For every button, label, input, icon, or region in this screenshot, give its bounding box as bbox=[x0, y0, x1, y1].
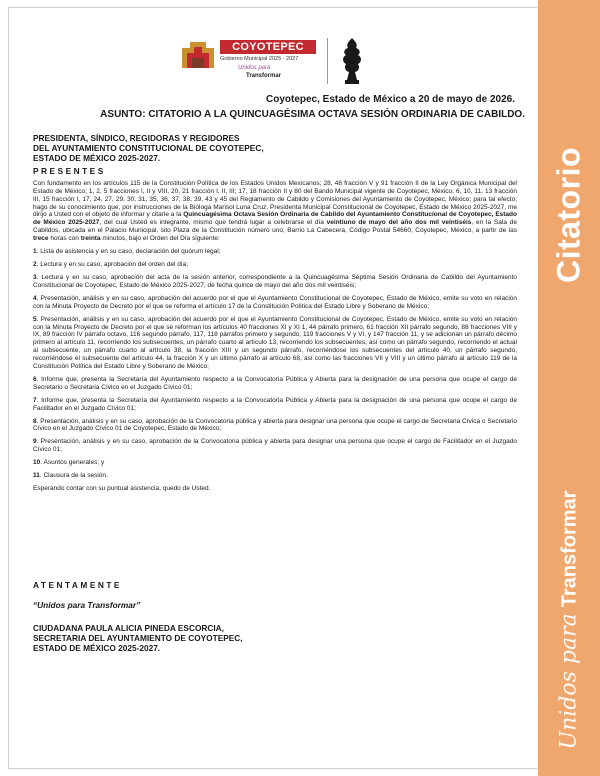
atentamente-heading: ATENTAMENTE bbox=[33, 580, 122, 590]
sidebar-title: Citatorio bbox=[550, 146, 587, 284]
coyote-glyph-icon bbox=[338, 36, 366, 86]
slogan-quote: “Unidos para Transformar” bbox=[33, 600, 141, 610]
agenda-item: 10. Asuntos generales; y bbox=[33, 459, 105, 467]
brand-name: COYOTEPEC bbox=[220, 40, 316, 54]
logo-slogan-script: Unidos para bbox=[238, 65, 271, 71]
agenda-item: 11. Clausura de la sesión. bbox=[33, 472, 108, 480]
agenda-item: 8. Presentación, análisis y en su caso, aprobación de la Convocatoria pública y abierta para designar una persona que ocupe el cargo de Secretaria Cívica o Secretario Cívico en el Juzgado Cívico 01 de Coyotepec, Estado de México; bbox=[33, 417, 517, 433]
intro-paragraph: Con fundamento en los artículos 115 de la Constitución Política de los Estados Unidos Mexicanos; 28, 48 fracción V y 91 fracción II de la Ley Orgánica Municipal del Estado de México; 1, 2, 5 fracciones I, II y VIII, 20, 21 fracción I, II, III; 17, 18 fracción II y 80 del Bando Municipal vigente de Coyotepec, México; 6, 10, 11, 13 fracción III, 15 fracción I, 17, 24, 27, 29, 30, 31, 35, 36, 37, 38, 39, 43 y 45 del Reglamento de Cabildo y Comisiones del Ayuntamiento de Coyotepec, México; para tal efecto; hago de su conocimiento que, por instrucciones de la Bióloga Marisol Luna Cruz, Presidenta Municipal Constitucional de Coyotepec, Estado de México 2025-2027, me dirijo a Usted con el objeto de informar y citarle a la Quincuagésima Octava Sesión Ordinaria de Cabildo del Ayuntamiento Constitucional de Coyotepec, Estado de México 2025-2027, del cual Usted es integrante, mismo que tendrá lugar a celebrarse el día veintiuno de mayo del año dos mil veintiséis, en la Sala de Cabildos, ubicada en el Palacio Municipal, sito Plaza de la Constitución número uno, Barrio La Cabecera, Código Postal 54660, Coyotepec, México, a partir de las trece horas con treinta minutos, bajo el Orden del Día siguiente: bbox=[33, 180, 517, 242]
sidebar-slogan bbox=[557, 491, 582, 750]
logo-slogan-word: Transformar bbox=[246, 73, 282, 79]
subject-line: ASUNTO: CITATORIO A LA QUINCUAGÉSIMA OCTAVA SESIÓN ORDINARIA DE CABILDO. bbox=[100, 109, 525, 120]
sidebar-slogan-script: Unidos para bbox=[556, 613, 582, 750]
agenda-item: 6. Informe que, presenta la Secretaría del Ayuntamiento respecto a la Convocatoria Pública y Abierta para la designación de una persona que ocupe el cargo de Secretario o Secretaria Cívico en el Juzgado Cívico 01; bbox=[33, 375, 517, 391]
agenda-item: 5. Presentación, análisis y en su caso, aprobación del acuerdo por el que el Ayuntamiento Constitucional de Coyotepec, Estado de México, emite su voto en relación con la Minuta Proyecto de Decreto por el que se reforman los artículos 40 fracciones XI y XI 1, 44 párrafo primero, 61 fracción XII párrafo segundo, 88 fracciones VIII y IX, 89 fracción IV párrafo octavo, 116 segundo párrafo, 117, 118 párrafos primero y segundo, 119 fracciones V y VI, y 147 fracción 11; y se adicionan un párrafo décimo primero al artículo 11, recorriendo los subsecuentes, un párrafo cuarto al artículo 13, recorriendo los subsecuentes, así como un párrafo segundo, recorriendo el actual al subsecuente, un párrafo cuarto al artículo 38, la fracción XIII y un segundo párrafo, recorriéndose los subsecuentes del artículo 40, un párrafo segundo, recorriéndose el subsecuente del artículo 44, la fracción X y un último párrafo al artículo 68, así como las fracciones VII y VIII y un último párrafo al artículo 119 de la Constitución Política del Estado Libre y Soberano de México; bbox=[33, 315, 517, 370]
logo-divider bbox=[327, 38, 328, 84]
letter-body bbox=[33, 180, 517, 498]
presentes-heading: PRESENTES bbox=[33, 166, 106, 176]
government-period: Gobierno Municipal 2025 - 2027 bbox=[220, 56, 299, 62]
agenda-item: 9. Presentación, análisis y en su caso, aprobación de la Convocatoria pública y abierta para designar una persona que ocupe el cargo de Facilitador en el Juzgado Cívico 01; bbox=[33, 438, 517, 454]
signer-line: SECRETARIA DEL AYUNTAMIENTO DE COYOTEPEC, bbox=[33, 633, 243, 643]
signer-line: ESTADO DE MÉXICO 2025-2027. bbox=[33, 643, 161, 653]
signer-line: CIUDADANA PAULA ALICIA PINEDA ESCORCIA, bbox=[33, 623, 224, 633]
agenda-item: 2. Lectura y en su caso, aprobación del orden del día; bbox=[33, 260, 189, 268]
addressee-line: PRESIDENTA, SÍNDICO, REGIDORAS Y REGIDORES bbox=[33, 133, 240, 143]
agenda-item: 1. Lista de asistencia y en su caso, declaración del quórum legal; bbox=[33, 247, 221, 255]
agenda-item: 3. Lectura y en su caso, aprobación del acta de la sesión anterior, correspondiente a la Quincuagésima Séptima Sesión Ordinaria de Cabildo del Ayuntamiento Constitucional de Coyotepec, Estado de México 2025-2027, de fecha quince de mayo del año dos mil veintiséis; bbox=[33, 274, 517, 289]
addressee-line: ESTADO DE MÉXICO 2025-2027. bbox=[33, 153, 161, 163]
sidebar-slogan-word: Transformar bbox=[558, 490, 581, 608]
agenda-item: 7. Informe que, presenta la Secretaría del Ayuntamiento respecto a la Convocatoria Pública y Abierta para la designación de una persona que ocupe el cargo de Facilitador en el Juzgado Cívico 01; bbox=[33, 396, 517, 412]
addressee-block bbox=[33, 133, 264, 163]
signer-block bbox=[33, 623, 243, 653]
agenda-item: 4. Presentación, análisis y en su caso, aprobación del acuerdo por el que el Ayuntamiento Constitucional de Coyotepec, Estado de México, emite su voto en relación con la Minuta Proyecto de Decreto por el que se reforma el artículo 17 de la Constitución Política del Estado Libre y Soberano de México; bbox=[33, 294, 517, 310]
place-date: Coyotepec, Estado de México a 20 de mayo de 2026. bbox=[266, 94, 515, 105]
addressee-line: DEL AYUNTAMIENTO CONSTITUCIONAL DE COYOTEPEC, bbox=[33, 143, 264, 153]
closing-line: Esperando contar con su puntual asistencia, quedo de Usted. bbox=[33, 485, 211, 493]
coyotepec-emblem-icon bbox=[180, 40, 216, 70]
